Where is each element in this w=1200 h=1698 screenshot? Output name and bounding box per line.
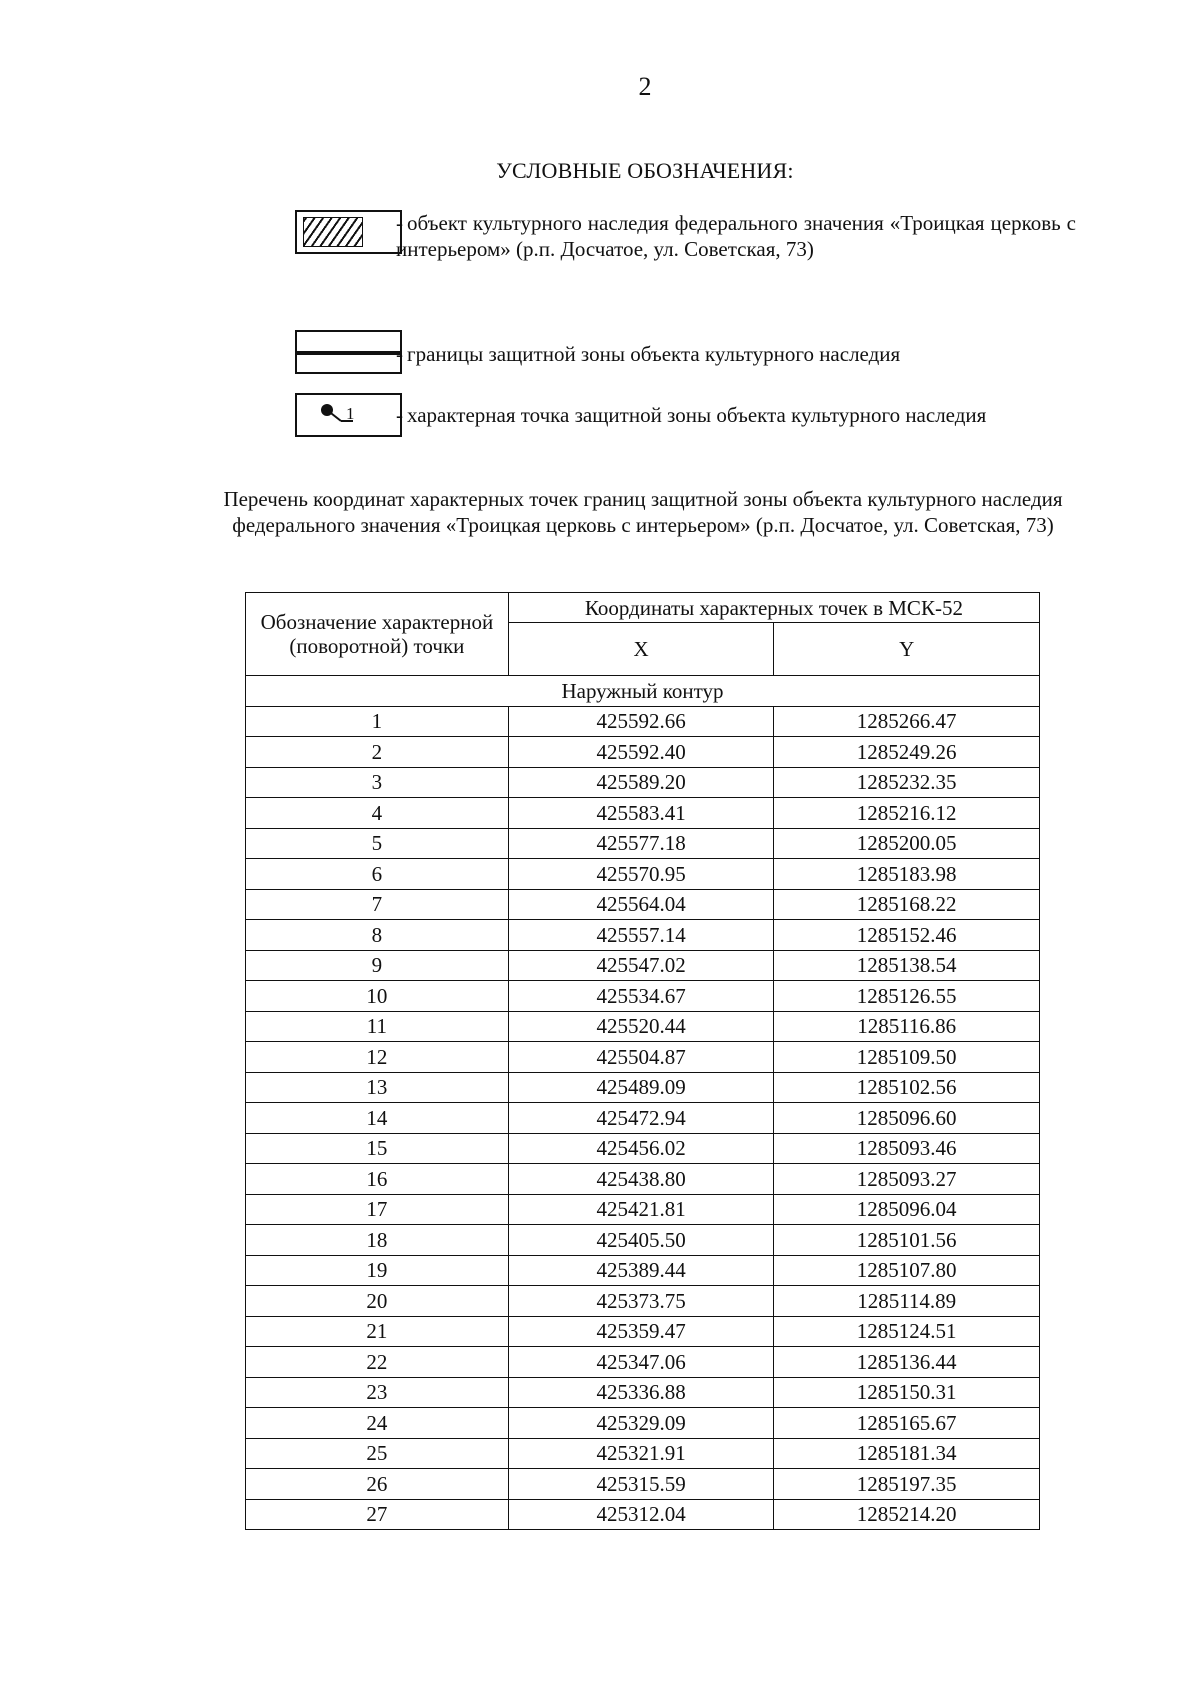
table-row (246, 1103, 1040, 1134)
coord-y-cell: 1285183.98 (774, 859, 1040, 890)
header-point-designation: Обозначение характерной (поворотной) точки (246, 593, 509, 676)
coord-y-cell: 1285124.51 (774, 1316, 1040, 1347)
coord-x-cell: 425489.09 (508, 1072, 774, 1103)
coord-x-cell: 425547.02 (508, 950, 774, 981)
point-number-cell: 26 (246, 1469, 509, 1500)
point-number-cell: 2 (246, 737, 509, 768)
coord-y-cell: 1285232.35 (774, 767, 1040, 798)
coord-x-cell: 425329.09 (508, 1408, 774, 1439)
coord-x-cell: 425389.44 (508, 1255, 774, 1286)
point-number-cell: 10 (246, 981, 509, 1012)
legend-text: - характерная точка защитной зоны объекта культурного наследия (396, 403, 987, 427)
point-number-cell: 16 (246, 1164, 509, 1195)
coord-y-cell: 1285101.56 (774, 1225, 1040, 1256)
coord-y-cell: 1285266.47 (774, 706, 1040, 737)
point-number-cell: 18 (246, 1225, 509, 1256)
legend-text: - границы защитной зоны объекта культурного наследия (396, 342, 901, 366)
coord-x-cell: 425504.87 (508, 1042, 774, 1073)
point-number-cell: 14 (246, 1103, 509, 1134)
point-number-cell: 4 (246, 798, 509, 829)
table-row (246, 889, 1040, 920)
coord-x-cell: 425570.95 (508, 859, 774, 890)
point-number-cell: 17 (246, 1194, 509, 1225)
coord-y-cell: 1285150.31 (774, 1377, 1040, 1408)
point-number-cell: 5 (246, 828, 509, 859)
point-number-cell: 15 (246, 1133, 509, 1164)
coord-y-cell: 1285138.54 (774, 950, 1040, 981)
table-row (246, 1347, 1040, 1378)
legend-item-characteristic-point (295, 393, 1077, 453)
coord-x-cell: 425321.91 (508, 1438, 774, 1469)
coord-x-cell: 425589.20 (508, 767, 774, 798)
coord-x-cell: 425472.94 (508, 1103, 774, 1134)
coord-x-cell: 425592.66 (508, 706, 774, 737)
coord-x-cell: 425312.04 (508, 1499, 774, 1530)
point-number-cell: 1 (246, 706, 509, 737)
coord-x-cell: 425534.67 (508, 981, 774, 1012)
point-marker-icon (295, 393, 402, 437)
point-number-cell: 6 (246, 859, 509, 890)
point-number-cell: 8 (246, 920, 509, 951)
table-row (246, 1255, 1040, 1286)
header-coordinates: Координаты характерных точек в МСК-52 (508, 593, 1039, 623)
coord-y-cell: 1285249.26 (774, 737, 1040, 768)
table-row (246, 1499, 1040, 1530)
coord-y-cell: 1285109.50 (774, 1042, 1040, 1073)
legend-text: - объект культурного наследия федерального значения «Троицкая церковь с интерьером» (р.п. Досчатое, ул. Советская, 73) (396, 211, 1076, 261)
coord-x-cell: 425583.41 (508, 798, 774, 829)
table-row (246, 828, 1040, 859)
table-row (246, 1072, 1040, 1103)
coord-x-cell: 425592.40 (508, 737, 774, 768)
coordinates-list-caption: Перечень координат характерных точек границ защитной зоны объекта культурного наследия федерального значения «Троицкая церковь с интерьером» (р.п. Досчатое, ул. Советская, 73) (223, 487, 1063, 537)
coord-x-cell: 425359.47 (508, 1316, 774, 1347)
table-row (246, 1408, 1040, 1439)
table-row (246, 1133, 1040, 1164)
coord-y-cell: 1285102.56 (774, 1072, 1040, 1103)
point-number-cell: 27 (246, 1499, 509, 1530)
coord-x-cell: 425577.18 (508, 828, 774, 859)
hatched-rectangle-icon (295, 210, 402, 254)
coord-y-cell: 1285165.67 (774, 1408, 1040, 1439)
coord-y-cell: 1285107.80 (774, 1255, 1040, 1286)
coord-y-cell: 1285126.55 (774, 981, 1040, 1012)
table-row (246, 950, 1040, 981)
point-marker-label: 1 (346, 404, 355, 423)
table-row (246, 1377, 1040, 1408)
table-row (246, 1316, 1040, 1347)
point-number-cell: 3 (246, 767, 509, 798)
coord-x-cell: 425564.04 (508, 889, 774, 920)
coord-y-cell: 1285116.86 (774, 1011, 1040, 1042)
header-x: X (508, 623, 774, 676)
coord-y-cell: 1285114.89 (774, 1286, 1040, 1317)
point-number-cell: 20 (246, 1286, 509, 1317)
coord-y-cell: 1285200.05 (774, 828, 1040, 859)
coord-y-cell: 1285214.20 (774, 1499, 1040, 1530)
table-row (246, 1438, 1040, 1469)
table-row (246, 1011, 1040, 1042)
coord-x-cell: 425347.06 (508, 1347, 774, 1378)
coord-y-cell: 1285136.44 (774, 1347, 1040, 1378)
table-row (246, 1225, 1040, 1256)
point-number-cell: 13 (246, 1072, 509, 1103)
coord-y-cell: 1285093.27 (774, 1164, 1040, 1195)
table-row (246, 920, 1040, 951)
table-row (246, 1194, 1040, 1225)
table-row (246, 1286, 1040, 1317)
coord-y-cell: 1285152.46 (774, 920, 1040, 951)
coord-x-cell: 425421.81 (508, 1194, 774, 1225)
table-row (246, 706, 1040, 737)
coord-y-cell: 1285197.35 (774, 1469, 1040, 1500)
page-number: 2 (638, 72, 652, 101)
coord-y-cell: 1285096.04 (774, 1194, 1040, 1225)
coord-x-cell: 425520.44 (508, 1011, 774, 1042)
coord-y-cell: 1285093.46 (774, 1133, 1040, 1164)
table-row (246, 1469, 1040, 1500)
table-row (246, 767, 1040, 798)
thick-line-icon (295, 330, 402, 374)
table-row (246, 1042, 1040, 1073)
point-number-cell: 24 (246, 1408, 509, 1439)
coord-x-cell: 425373.75 (508, 1286, 774, 1317)
coord-x-cell: 425438.80 (508, 1164, 774, 1195)
coord-y-cell: 1285096.60 (774, 1103, 1040, 1134)
coord-x-cell: 425557.14 (508, 920, 774, 951)
coord-y-cell: 1285168.22 (774, 889, 1040, 920)
legend-title: УСЛОВНЫЕ ОБОЗНАЧЕНИЯ: (496, 158, 794, 183)
point-number-cell: 19 (246, 1255, 509, 1286)
point-number-cell: 9 (246, 950, 509, 981)
point-number-cell: 23 (246, 1377, 509, 1408)
coord-y-cell: 1285181.34 (774, 1438, 1040, 1469)
legend-item-zone-boundary (295, 330, 1077, 374)
point-number-cell: 7 (246, 889, 509, 920)
table-row (246, 798, 1040, 829)
point-number-cell: 12 (246, 1042, 509, 1073)
point-number-cell: 21 (246, 1316, 509, 1347)
coordinates-table (245, 592, 1040, 1530)
legend-item-heritage-object (295, 210, 1077, 300)
table-row (246, 981, 1040, 1012)
section-outer-contour: Наружный контур (246, 676, 1040, 707)
coord-x-cell: 425315.59 (508, 1469, 774, 1500)
table-row (246, 859, 1040, 890)
table-row (246, 737, 1040, 768)
point-number-cell: 11 (246, 1011, 509, 1042)
coord-x-cell: 425456.02 (508, 1133, 774, 1164)
coord-x-cell: 425405.50 (508, 1225, 774, 1256)
coord-x-cell: 425336.88 (508, 1377, 774, 1408)
point-number-cell: 25 (246, 1438, 509, 1469)
point-number-cell: 22 (246, 1347, 509, 1378)
header-y: Y (774, 623, 1040, 676)
table-row (246, 1164, 1040, 1195)
coord-y-cell: 1285216.12 (774, 798, 1040, 829)
